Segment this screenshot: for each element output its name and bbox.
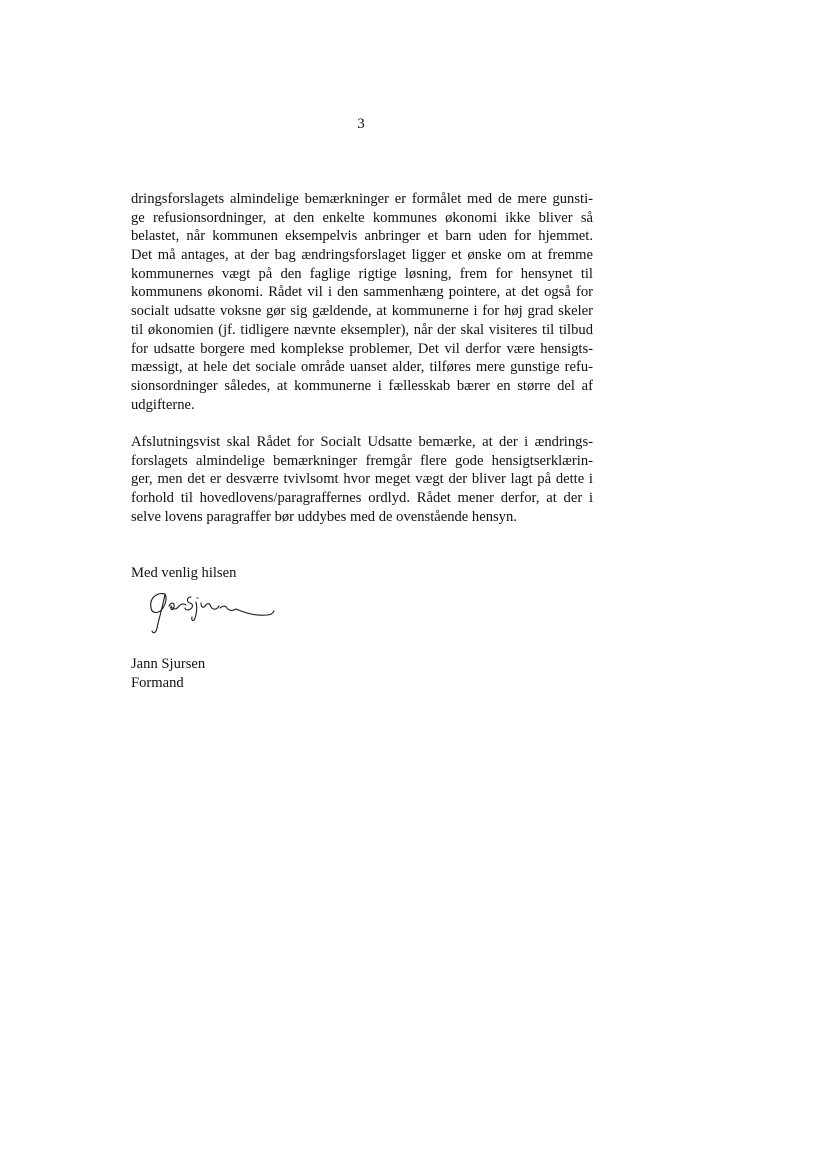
text-line: til økonomien (jf. tidligere nævnte eksempler), når der skal visiteres til tilbud <box>131 321 593 338</box>
text-line: mæssigt, at hele det sociale område uanset alder, tilføres mere gunstige refu- <box>131 359 593 376</box>
signer-name: Jann Sjursen <box>131 656 206 672</box>
text-line: kommunens økonomi. Rådet vil i den sammenhæng pointere, at det også for <box>131 284 593 301</box>
text-line: Afslutningsvist skal Rådet for Socialt Udsatte bemærke, at der i ændrings- <box>131 434 593 450</box>
text-line: kommunernes vægt på den faglige rigtige løsning, frem for hensynet til <box>131 265 593 282</box>
closing-salutation: Med venlig hilsen <box>131 565 237 581</box>
handwritten-signature <box>143 588 283 638</box>
body-paragraph-1 <box>131 190 593 414</box>
text-line: for udsatte borgere med komplekse problemer, Det vil derfor være hensigts- <box>131 340 593 357</box>
text-line: sionsordninger således, at kommunerne i fællesskab bærer en større del af <box>131 377 593 394</box>
signer-block <box>131 655 205 692</box>
signer-title: Formand <box>131 674 184 691</box>
text-line: selve lovens paragraffer bør uddybes med de ovenstående hensyn. <box>131 508 517 525</box>
text-line: socialt udsatte voksne gør sig gældende, at kommunerne i for høj grad skeler <box>131 303 593 320</box>
text-line: ger, men det er desværre tvivlsomt hvor meget vægt der bliver lagt på dette i <box>131 471 593 488</box>
text-line: belastet, når kommunen eksempelvis anbringer et barn uden for hjemmet. <box>131 228 593 245</box>
text-line: udgifterne. <box>131 396 195 413</box>
page-number: 3 <box>357 116 365 132</box>
text-line: ge refusionsordninger, at den enkelte kommunes økonomi ikke bliver så <box>131 209 593 226</box>
body-paragraph-2 <box>131 433 593 526</box>
text-line: dringsforslagets almindelige bemærkninger er formålet med de mere gunsti- <box>131 191 593 207</box>
text-line: Det må antages, at der bag ændringsforslaget ligger et ønske om at fremme <box>131 247 593 264</box>
text-line: forslagets almindelige bemærkninger fremgår flere gode hensigtserklærin- <box>131 452 593 469</box>
text-line: forhold til hovedlovens/paragraffernes ordlyd. Rådet mener derfor, at der i <box>131 490 593 507</box>
